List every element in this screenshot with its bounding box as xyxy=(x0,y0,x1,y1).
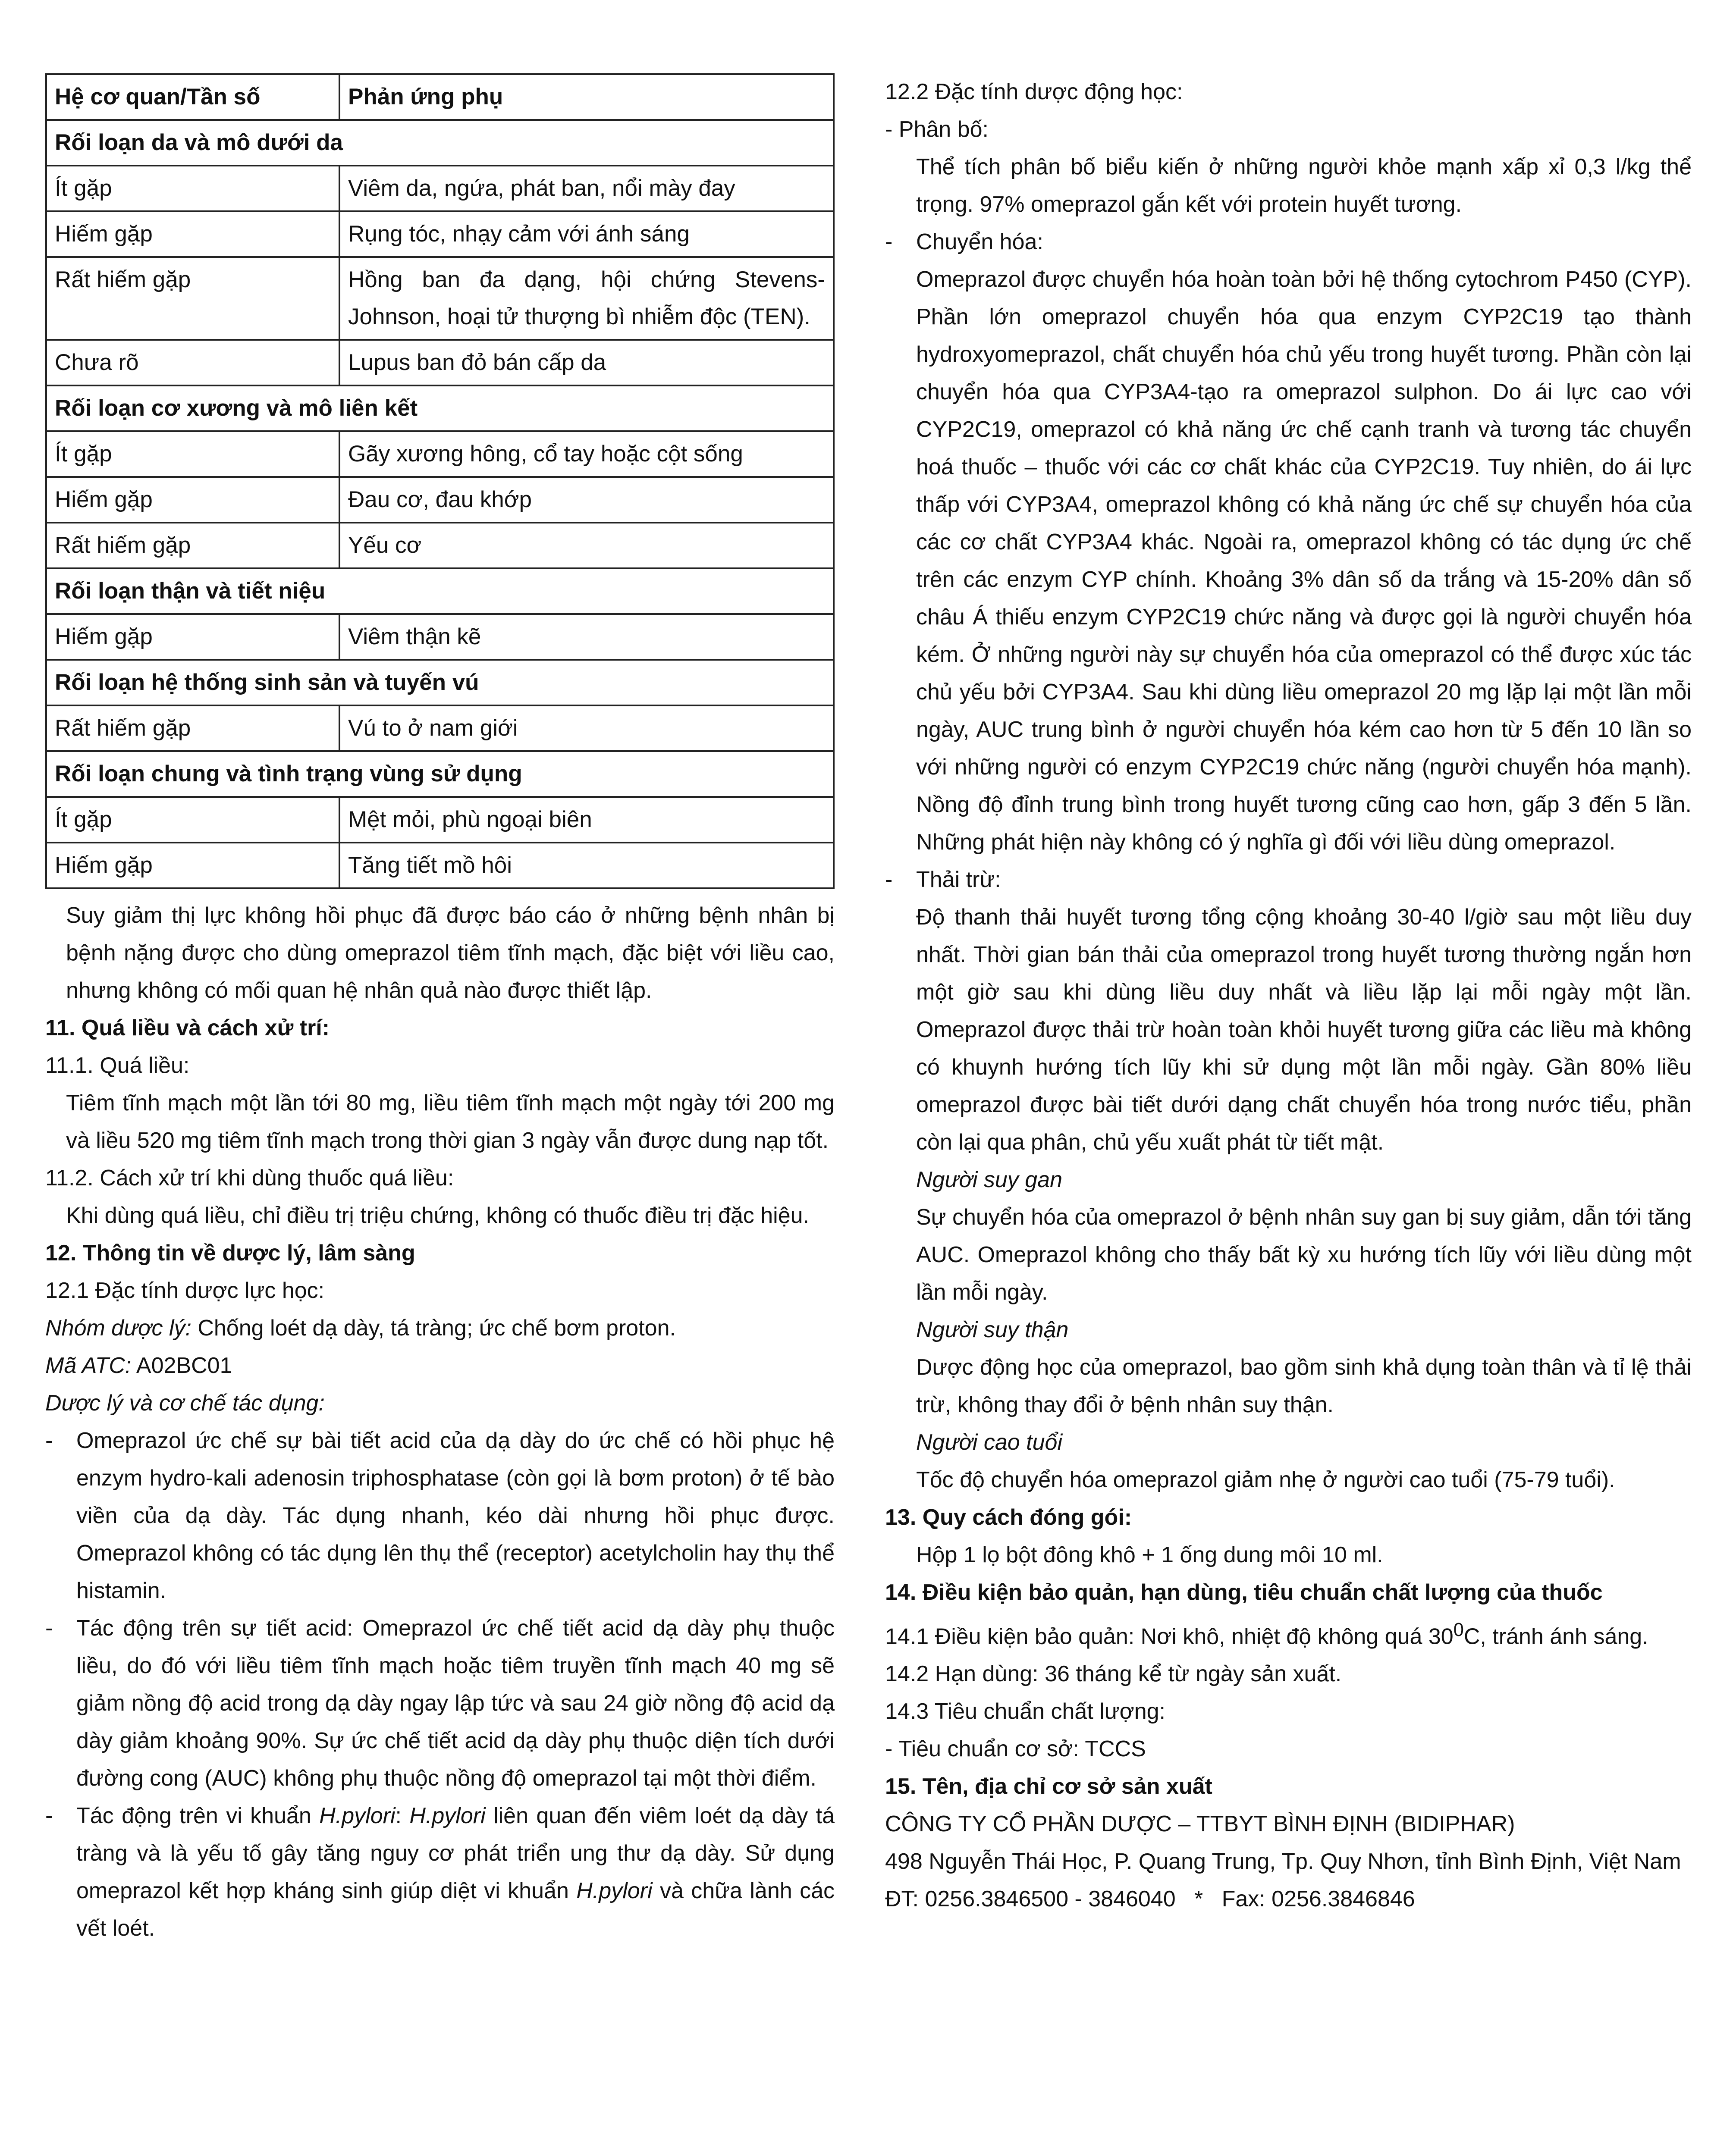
table-row xyxy=(46,166,834,211)
packaging-paragraph: Hộp 1 lọ bột đông khô + 1 ống dung môi 10 ml. xyxy=(916,1542,1383,1567)
section-15-heading: 15. Tên, địa chỉ cơ sở sản xuất xyxy=(885,1774,1212,1799)
table-group-label: Rối loạn chung và tình trạng vùng sử dụng xyxy=(46,751,834,797)
frequency-cell: Ít gặp xyxy=(46,797,339,843)
elimination-heading xyxy=(885,861,1692,899)
storage-text: 14.1 Điều kiện bảo quản: Nơi khô, nhiệt độ không quá 30 xyxy=(885,1624,1454,1649)
section-12-heading: 12. Thông tin về dược lý, lâm sàng xyxy=(45,1241,415,1266)
table-header-row xyxy=(46,74,834,120)
reaction-cell: Tăng tiết mồ hôi xyxy=(339,843,834,888)
bullet-text: Omeprazol ức chế sự bài tiết acid của dạ dày do ức chế có hồi phục hệ enzym hydro-kali adenosin triphosphatase (còn gọi là bơm proton) ở tế bào viền của dạ dày. Tác dụng nhanh, kéo dài nhưng hồi phục được. Omeprazol không có tác dụng lên thụ thể (receptor) acetylcholin hay thụ thể histamin. xyxy=(76,1428,835,1603)
elimination-paragraph: Độ thanh thải huyết tương tổng cộng khoảng 30-40 l/giờ sau một liều duy nhất. Thời gian bán thải của omeprazol trong huyết tương thường ngắn hơn một giờ sau khi dùng liều duy nhất và liều lặp lại mỗi ngày một lần. Omeprazol được thải trừ hoàn toàn khỏi huyết tương giữa các liều mà không có khuynh hướng tích lũy khi sử dụng một lần mỗi ngày. Gần 80% liều omeprazol được bài tiết dưới dạng chất chuyển hóa trong nước tiểu, phần còn lại qua phân, chủ yếu xuất phát từ tiết mật. xyxy=(916,905,1692,1155)
frequency-cell: Ít gặp xyxy=(46,166,339,211)
quality-standard-line: - Tiêu chuẩn cơ sở: TCCS xyxy=(885,1736,1146,1762)
metabolism-paragraph: Omeprazol được chuyển hóa hoàn toàn bởi hệ thống cytochrom P450 (CYP). Phần lớn omeprazol chuyển hóa qua enzym CYP2C19 tạo thành hydroxyomeprazol, chất chuyển hóa chủ yếu trong huyết tương. Phần còn lại chuyển hóa qua CYP3A4-tạo ra omeprazol sulphon. Do ái lực cao với CYP2C19, omeprazol có khả năng ức chế cạnh tranh và tương tác chuyển hoá thuốc – thuốc với các cơ chất khác của CYP2C19. Tuy nhiên, do ái lực thấp với CYP3A4, omeprazol không có khả năng ức chế sự chuyển hóa của các cơ chất CYP3A4 khác. Ngoài ra, omeprazol không có tác dụng ức chế trên các enzym CYP chính. Khoảng 3% dân số da trắng và 15-20% dân số châu Á thiếu enzym CYP2C19 chức năng và được gọi là người chuyển hóa kém. Ở những người này sự chuyển hóa của omeprazol có thể được xúc tác chủ yếu bởi CYP3A4. Sau khi dùng liều omeprazol 20 mg lặp lại một lần mỗi ngày, AUC trung bình ở người chuyển hóa kém cao hơn từ 5 đến 10 lần so với những người có enzym CYP2C19 chức năng (người chuyển hóa mạnh). Nồng độ đỉnh trung bình trong huyết tương cũng cao hơn, gấp 3 đến 5 lần. Những phát hiện này không có ý nghĩa gì đối với liều dùng omeprazol. xyxy=(916,267,1692,855)
hpylori-term: H.pylori xyxy=(319,1803,396,1828)
reaction-cell: Mệt mỏi, phù ngoại biên xyxy=(339,797,834,843)
table-row xyxy=(46,843,834,888)
hpylori-term: H.pylori xyxy=(576,1878,653,1903)
frequency-cell: Rất hiếm gặp xyxy=(46,257,339,340)
table-row xyxy=(46,431,834,477)
company-address: 498 Nguyễn Thái Học, P. Quang Trung, Tp. Quy Nhơn, tỉnh Bình Định, Việt Nam xyxy=(885,1849,1681,1874)
vision-note-paragraph: Suy giảm thị lực không hồi phục đã được báo cáo ở những bệnh nhân bị bệnh nặng được cho dùng omeprazol tiêm tĩnh mạch, đặc biệt với liều cao, nhưng không có mối quan hệ nhân quả nào được thiết lập. xyxy=(66,903,835,1003)
pharmacologic-group-label: Nhóm dược lý: xyxy=(45,1316,192,1341)
reaction-cell: Rụng tóc, nhạy cảm với ánh sáng xyxy=(339,211,834,257)
reaction-cell: Gãy xương hông, cổ tay hoặc cột sống xyxy=(339,431,834,477)
degree-superscript: 0 xyxy=(1453,1620,1464,1640)
frequency-cell: Hiếm gặp xyxy=(46,211,339,257)
section-12-2-heading: 12.2 Đặc tính dược động học: xyxy=(885,79,1183,104)
frequency-cell: Hiếm gặp xyxy=(46,843,339,888)
table-group-row xyxy=(46,385,834,431)
quality-standard-heading: 14.3 Tiêu chuẩn chất lượng: xyxy=(885,1699,1165,1724)
hepatic-impairment-paragraph: Sự chuyển hóa của omeprazol ở bệnh nhân suy gan bị suy giảm, dẫn tới tăng AUC. Omeprazol không cho thấy bất kỳ xu hướng tích lũy với liều dùng một lần mỗi ngày. xyxy=(916,1205,1692,1305)
hepatic-impairment-heading: Người suy gan xyxy=(916,1167,1062,1192)
table-row xyxy=(46,257,834,340)
storage-paragraph xyxy=(885,1611,1692,1655)
reaction-cell: Đau cơ, đau khớp xyxy=(339,477,834,523)
hpylori-bullet xyxy=(45,1797,835,1947)
overdose-treatment-paragraph: Khi dùng quá liều, chỉ điều trị triệu chứng, không có thuốc điều trị đặc hiệu. xyxy=(66,1203,810,1228)
atc-code-line xyxy=(45,1347,835,1385)
elderly-paragraph: Tốc độ chuyển hóa omeprazol giảm nhẹ ở người cao tuổi (75-79 tuổi). xyxy=(916,1467,1615,1492)
section-11-1-heading: 11.1. Quá liều: xyxy=(45,1053,190,1078)
elimination-heading-text: Thải trừ: xyxy=(916,867,1001,892)
shelf-life-line: 14.2 Hạn dùng: 36 tháng kể từ ngày sản xuất. xyxy=(885,1661,1342,1687)
table-header-cell: Hệ cơ quan/Tần số xyxy=(46,74,339,120)
mechanism-bullet xyxy=(45,1422,835,1610)
section-12-1-heading: 12.1 Đặc tính dược lực học: xyxy=(45,1278,325,1303)
elderly-heading: Người cao tuổi xyxy=(916,1430,1062,1455)
reaction-cell: Viêm da, ngứa, phát ban, nổi mày đay xyxy=(339,166,834,211)
distribution-heading: - Phân bố: xyxy=(885,117,989,142)
left-column xyxy=(45,73,835,1947)
table-row xyxy=(46,477,834,523)
bullet-text: : xyxy=(395,1803,410,1828)
frequency-cell: Ít gặp xyxy=(46,431,339,477)
reaction-cell: Hồng ban đa dạng, hội chứng Stevens-Johnson, hoại tử thượng bì nhiễm độc (TEN). xyxy=(339,257,834,340)
frequency-cell: Rất hiếm gặp xyxy=(46,705,339,751)
table-group-row xyxy=(46,120,834,166)
section-13-heading: 13. Quy cách đóng gói: xyxy=(885,1505,1132,1530)
renal-impairment-heading: Người suy thận xyxy=(916,1317,1069,1342)
table-group-row xyxy=(46,751,834,797)
table-row xyxy=(46,340,834,385)
table-group-row xyxy=(46,660,834,705)
frequency-cell: Rất hiếm gặp xyxy=(46,523,339,568)
bullet-text: và chữa lành các vết loét. xyxy=(76,1878,835,1941)
renal-impairment-paragraph: Dược động học của omeprazol, bao gồm sinh khả dụng toàn thân và tỉ lệ thải trừ, không thay đổi ở bệnh nhân suy thận. xyxy=(916,1355,1692,1417)
table-group-label: Rối loạn cơ xương và mô liên kết xyxy=(46,385,834,431)
table-row xyxy=(46,523,834,568)
metabolism-heading-text: Chuyển hóa: xyxy=(916,229,1043,254)
bullet-text: Tác động trên sự tiết acid: Omeprazol ức chế tiết acid dạ dày phụ thuộc liều, do đó với liều tiêm tĩnh mạch hoặc tiêm truyền tĩnh mạch 40 mg sẽ giảm nồng độ acid trong dạ dày ngay lập tức và sau 24 giờ nồng độ acid dạ dày giảm khoảng 90%. Sự ức chế tiết acid dạ dày phụ thuộc diện tích dưới đường cong (AUC) không phụ thuộc nồng độ omeprazol tại một thời điểm. xyxy=(76,1616,835,1791)
right-column xyxy=(885,73,1692,1918)
metabolism-heading xyxy=(885,223,1692,261)
bullet-dash: - xyxy=(885,229,893,254)
company-phone-fax: ĐT: 0256.3846500 - 3846040 * Fax: 0256.3846846 xyxy=(885,1887,1415,1912)
bullet-dash: - xyxy=(885,867,893,892)
table-row xyxy=(46,705,834,751)
section-11-2-heading: 11.2. Cách xử trí khi dùng thuốc quá liều: xyxy=(45,1166,454,1191)
acid-secretion-bullet xyxy=(45,1610,835,1797)
bullet-dash: - xyxy=(45,1616,53,1641)
reaction-cell: Vú to ở nam giới xyxy=(339,705,834,751)
company-name: CÔNG TY CỔ PHẦN DƯỢC – TTBYT BÌNH ĐỊNH (BIDIPHAR) xyxy=(885,1811,1515,1837)
section-11-heading: 11. Quá liều và cách xử trí: xyxy=(45,1015,330,1040)
reaction-cell: Yếu cơ xyxy=(339,523,834,568)
section-14-heading: 14. Điều kiện bảo quản, hạn dùng, tiêu chuẩn chất lượng của thuốc xyxy=(885,1580,1603,1605)
table-row xyxy=(46,211,834,257)
pharmacologic-group-line xyxy=(45,1310,835,1347)
atc-code-label: Mã ATC: xyxy=(45,1353,132,1378)
overdose-paragraph: Tiêm tĩnh mạch một lần tới 80 mg, liều tiêm tĩnh mạch một ngày tới 200 mg và liều 520 mg tiêm tĩnh mạch trong thời gian 3 ngày vẫn được dung nạp tốt. xyxy=(66,1091,835,1153)
bullet-dash: - xyxy=(45,1803,53,1828)
table-group-row xyxy=(46,568,834,614)
table-group-label: Rối loạn da và mô dưới da xyxy=(46,120,834,166)
mechanism-heading: Dược lý và cơ chế tác dụng: xyxy=(45,1391,325,1416)
reaction-cell: Viêm thận kẽ xyxy=(339,614,834,660)
bullet-text: Tác động trên vi khuẩn xyxy=(76,1803,320,1828)
table-group-label: Rối loạn hệ thống sinh sản và tuyến vú xyxy=(46,660,834,705)
bullet-dash: - xyxy=(45,1428,53,1453)
pharmacologic-group-value: Chống loét dạ dày, tá tràng; ức chế bơm proton. xyxy=(191,1316,676,1341)
frequency-cell: Chưa rõ xyxy=(46,340,339,385)
storage-text: C, tránh ánh sáng. xyxy=(1463,1624,1648,1649)
table-row xyxy=(46,614,834,660)
frequency-cell: Hiếm gặp xyxy=(46,614,339,660)
frequency-cell: Hiếm gặp xyxy=(46,477,339,523)
table-header-cell: Phản ứng phụ xyxy=(339,74,834,120)
atc-code-value: A02BC01 xyxy=(131,1353,232,1378)
bullet-text: liên quan đến viêm loét dạ dày tá tràng và là yếu tố gây tăng nguy cơ phát triển ung thư dạ dày. Sử dụng omeprazol kết hợp kháng sinh giúp diệt vi khuẩn xyxy=(76,1803,835,1903)
distribution-paragraph: Thể tích phân bố biểu kiến ở những người khỏe mạnh xấp xỉ 0,3 l/kg thể trọng. 97% omeprazol gắn kết với protein huyết tương. xyxy=(916,154,1692,217)
reaction-cell: Lupus ban đỏ bán cấp da xyxy=(339,340,834,385)
adverse-reactions-table xyxy=(45,73,835,889)
table-row xyxy=(46,797,834,843)
hpylori-term: H.pylori xyxy=(409,1803,486,1828)
table-group-label: Rối loạn thận và tiết niệu xyxy=(46,568,834,614)
